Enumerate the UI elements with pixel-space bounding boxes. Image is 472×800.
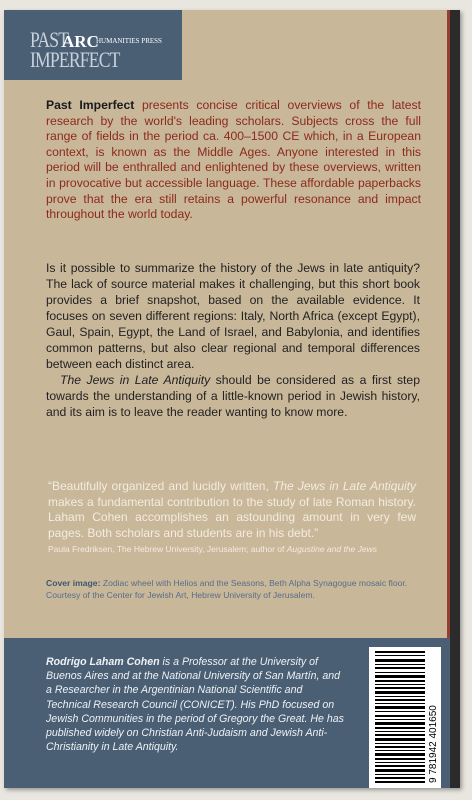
logo-past: PAST xyxy=(30,27,69,52)
barcode-icon xyxy=(375,651,425,785)
logo-imperfect: IMPERFECT xyxy=(30,47,120,72)
attribution-work: Augustine and the Jews xyxy=(286,544,377,554)
quote-book-title: The Jews in Late Antiquity xyxy=(273,479,416,493)
series-blurb xyxy=(46,98,421,223)
book-description xyxy=(46,260,420,420)
description-paragraph-1: Is it possible to summarize the history of the Jews in late antiquity? The lack of source material makes it challenging, but this short book provides a brief snapshot, based on the available evidence. It focuses on seven different regions: Italy, North Africa (except Egypt), Gaul, Spain, Egypt, the Land of Israel, and Babylonia, and identifies common patterns, but also clear regional and temporal differences between each distinct area. xyxy=(46,261,420,371)
series-text: presents concise critical overviews of the latest research by the world's leading scholars. Subjects cross the full range of fields in the period ca. 400–1500 CE which, in a European context, is known as the Middle Ages. Anyone interested in this period will be enthralled and enlightened by these overviews, written in provocative but accessible language. These affordable paperbacks prove that the era still retains a powerful resonance and impact throughout the world today. xyxy=(46,98,421,222)
quote-open: “Beautifully organized and lucidly written, xyxy=(48,479,273,493)
author-bio xyxy=(46,655,346,754)
barcode-box xyxy=(369,647,441,788)
back-cover xyxy=(4,10,460,788)
isbn-label xyxy=(425,655,439,785)
author-name: Rodrigo Laham Cohen xyxy=(46,656,160,668)
description-book-title: The Jews in Late Antiquity xyxy=(60,373,211,387)
endorsement-quote xyxy=(48,479,416,541)
logo-press: HUMANITIES PRESS xyxy=(96,37,162,45)
quote-rest: makes a fundamental contribution to the study of late Roman history. Laham Cohen accomplishes an astounding amount in very few pages. Both scholars and students are in his debt.” xyxy=(48,494,416,540)
description-paragraph-2-text: should be considered as a first step towards the understanding of a little-known period in Jewish history, and its aim is to leave the reader wanting to know more. xyxy=(46,373,420,419)
logo-arc: ARC xyxy=(62,32,99,51)
isbn-digits: 9 781942 401650 xyxy=(428,705,439,783)
cover-image-text: Zodiac wheel with Helios and the Seasons, Beth Alpha Synagogue mosaic floor. Courtesy of the Center for Jewish Art, Hebrew University of Jerusalem. xyxy=(46,578,408,600)
cover-image-label: Cover image: xyxy=(46,578,101,588)
description-paragraph-2 xyxy=(46,372,420,420)
endorsement-attribution xyxy=(48,544,423,555)
publisher-logo xyxy=(4,10,182,80)
attribution-text: Paula Fredriksen, The Hebrew University, Jerusalem; author of xyxy=(48,544,287,554)
cover-image-credit xyxy=(46,577,420,601)
spine-edge xyxy=(450,10,460,788)
author-bio-text: is a Professor at the University of Buenos Aires and at the National University of San Martín, and a Researcher in the Argentinian National Scientific and Technical Research Council (CONICET). His PhD focused on Jewish Communities in the period of Gregory the Great. He has published widely on Christian Anti-Judaism and Jewish Anti-Christianity in Late Antiquity. xyxy=(46,656,344,754)
series-name: Past Imperfect xyxy=(46,98,135,112)
